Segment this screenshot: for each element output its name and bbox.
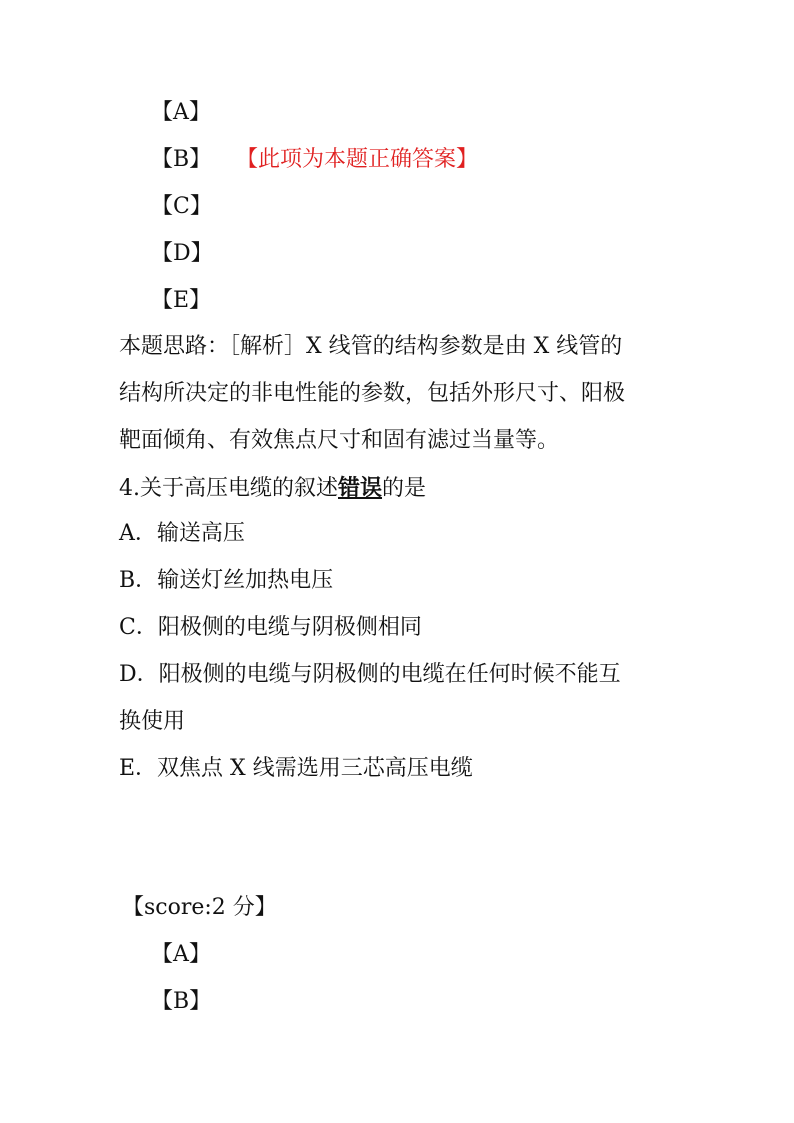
explanation-line: 结构所决定的非电性能的参数，包括外形尺寸、阳极 [119,381,626,406]
choice-e: E．双焦点 X 线需选用三芯高压电缆 [119,756,473,781]
option-a: 【A】 [151,100,211,125]
explanation-line: 本题思路：［解析］X 线管的结构参数是由 X 线管的 [119,334,623,359]
answer-option-a: 【A】 [151,942,211,967]
choice-a: A．输送高压 [119,521,245,546]
choice-b: B．输送灯丝加热电压 [119,568,334,593]
score-label: 【score:2 分】 [122,895,277,920]
option-b: 【B】 [151,147,212,172]
choice-d-continued: 换使用 [119,709,186,734]
question-stem [119,473,426,504]
option-d: 【D】 [151,241,213,266]
option-c: 【C】 [151,194,212,219]
question-stem-suffix: 的是 [382,476,427,501]
question-stem-prefix: 4.关于高压电缆的叙述 [119,476,338,501]
choice-c: C．阳极侧的电缆与阴极侧相同 [119,615,422,640]
answer-option-b: 【B】 [151,989,212,1014]
correct-answer-note: 【此项为本题正确答案】 [236,147,479,172]
choice-d: D．阳极侧的电缆与阴极侧的电缆在任何时候不能互 [119,662,621,687]
question-stem-emphasis: 错误 [338,475,383,501]
option-e: 【E】 [151,288,212,313]
explanation-line: 靶面倾角、有效焦点尺寸和固有滤过当量等。 [119,428,560,453]
